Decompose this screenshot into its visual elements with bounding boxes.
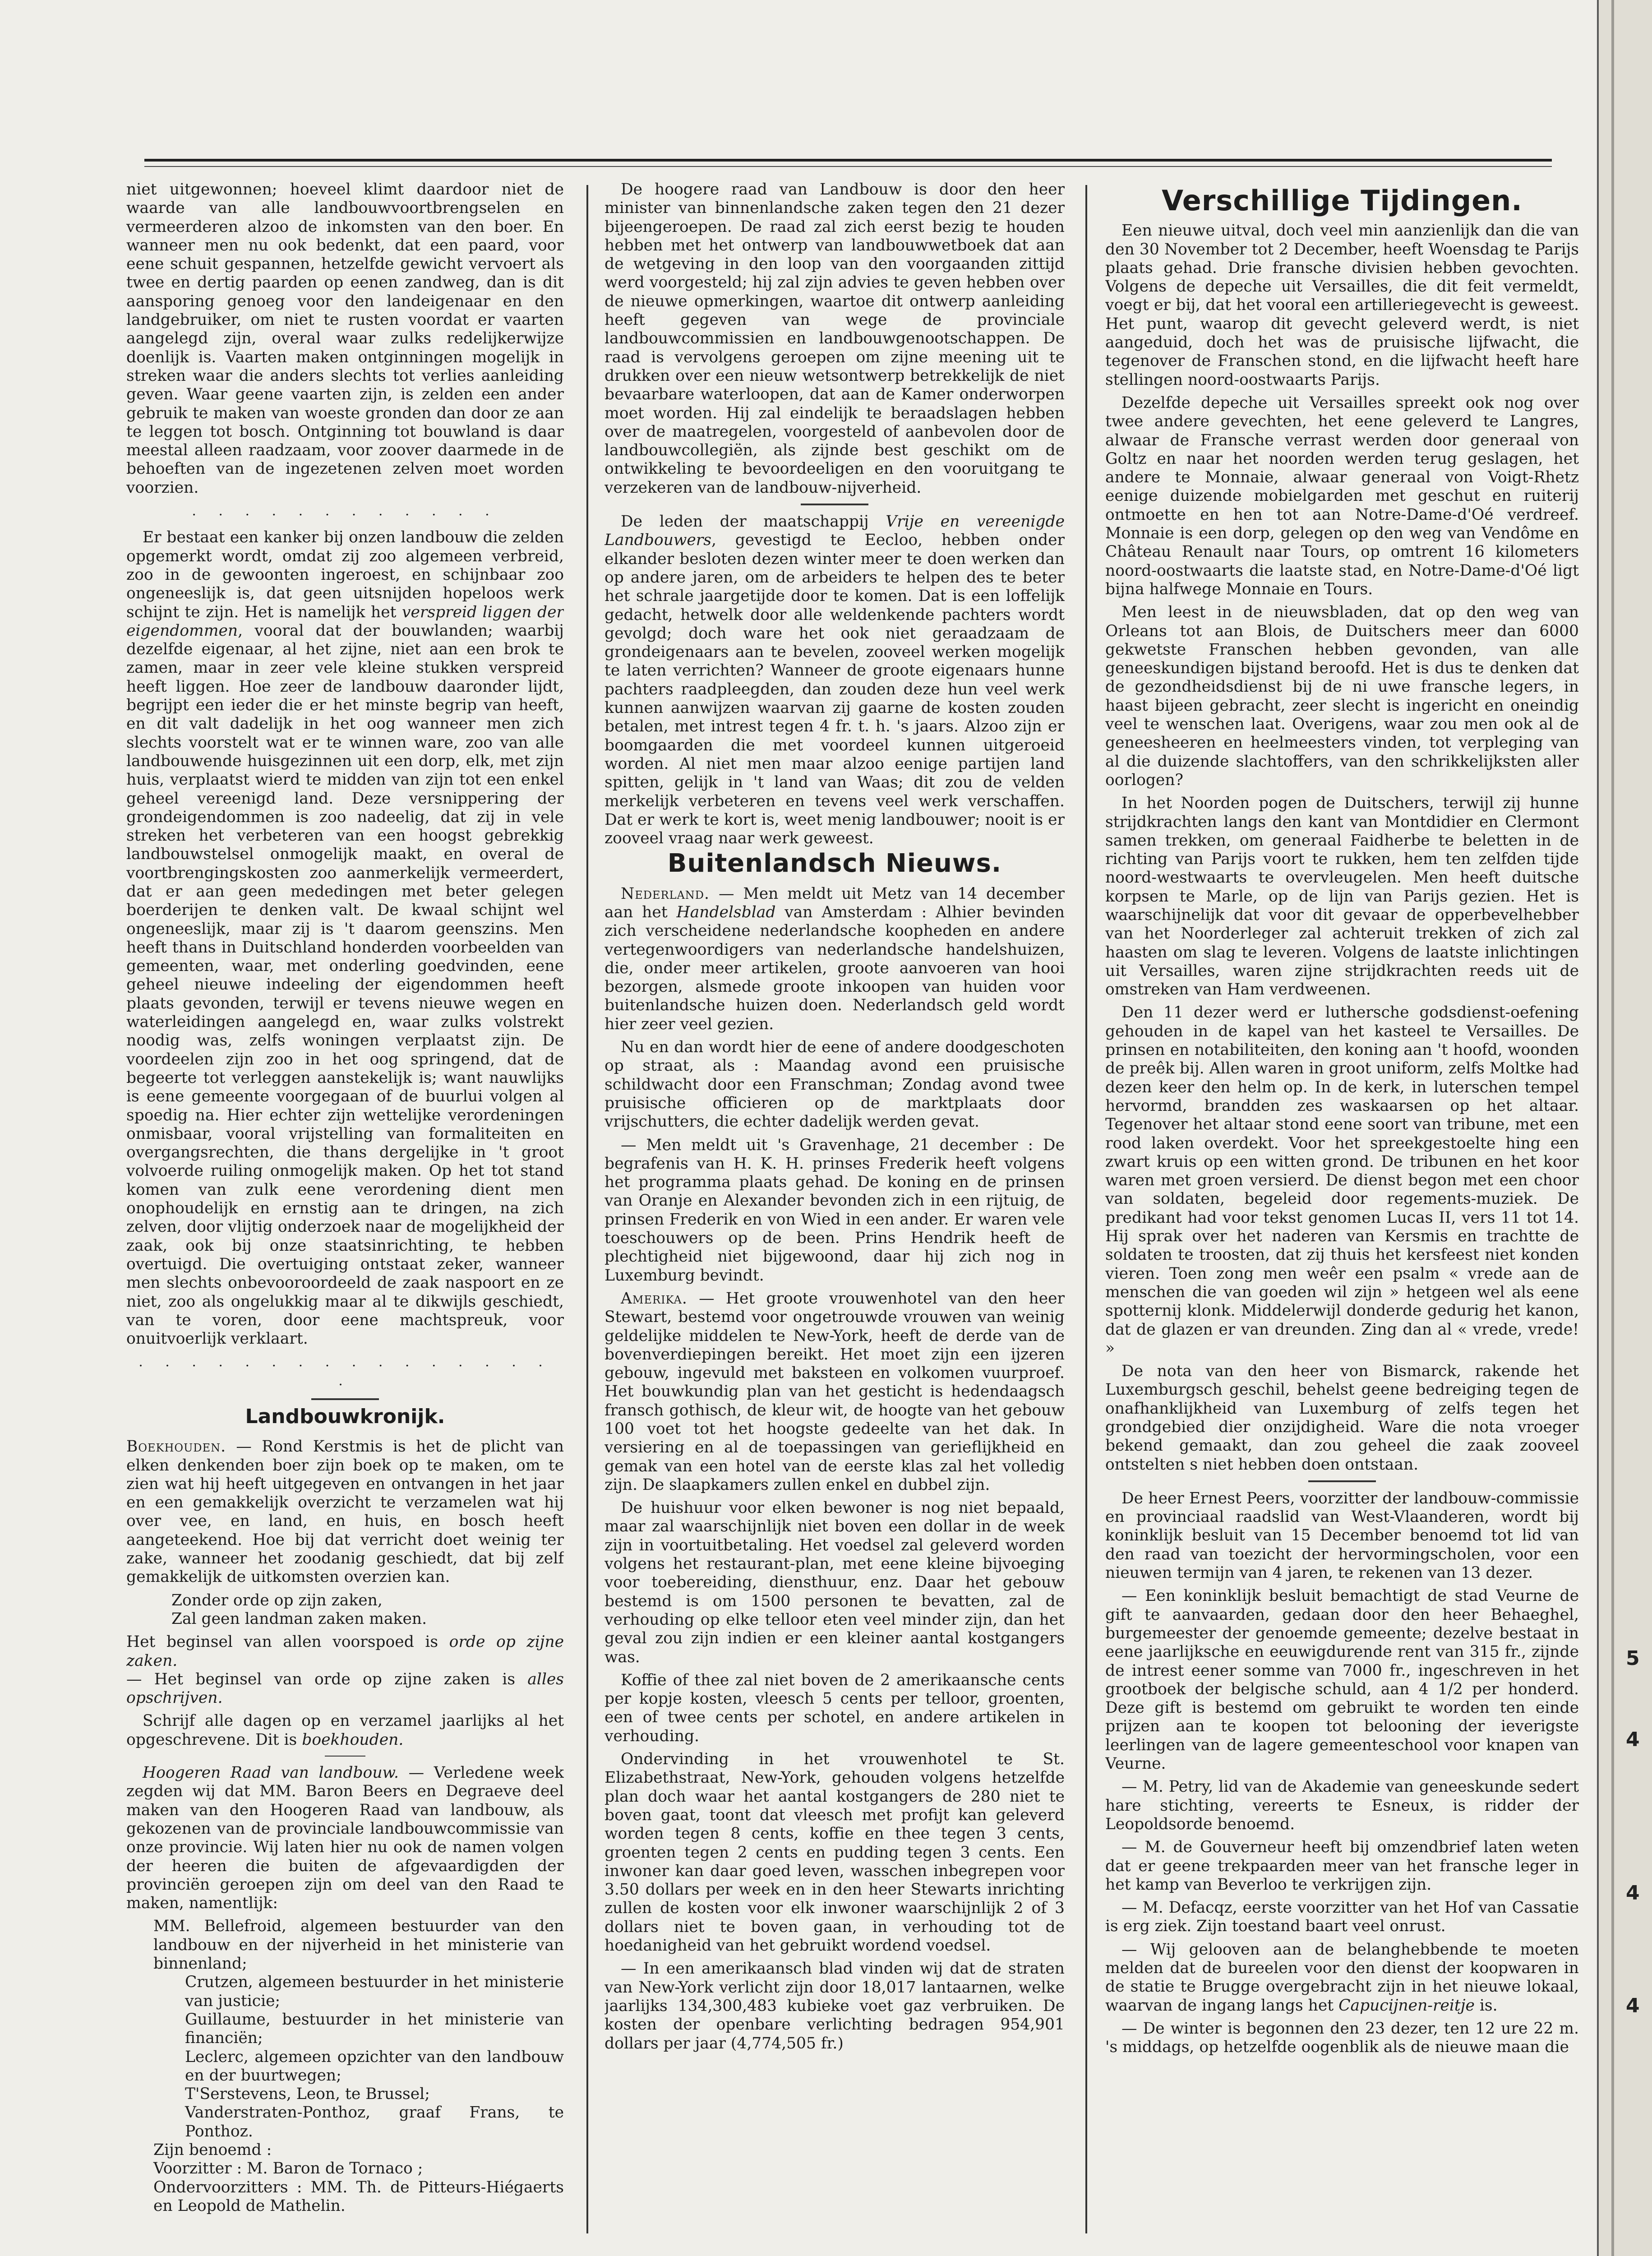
article-paragraph: — In een amerikaansch blad vinden wij dat de straten van New-York verlicht zijn door 18,017 lantaarnen, welke jaarlijks 134,300,483 kubieke voet gaz verbruiken. De kosten der openbare verlichting bedragen 954,901 dollars per jaar (4,774,505 fr.) (605, 1960, 1065, 2053)
article-paragraph: — M. Petry, lid van de Akademie van geneeskunde sedert hare stichting, vereerts te Esneux, is ridder der Leopoldsorde benoemd. (1105, 1778, 1579, 1833)
next-page-edge (1597, 0, 1652, 2256)
verse-line: Zonder orde op zijn zaken, (171, 1591, 383, 1609)
column-3 (1105, 180, 1579, 2256)
article-paragraph: Den 11 dezer werd er luthersche godsdienst-oefening gehouden in de kapel van het kasteel te Versailles. De prinsen en notabiliteiten, den koning aan 't hoofd, woonden de preêk bij. Allen waren in groot uniform, zelfs Moltke had dezen keer den helm op. In de kerk, in luterschen tempel hervormd, brandden zes waskaarsen op het altaar. Tegenover het altaar stond eene soort van tribune, met een rood laken overdekt. Voor het spreekgestoelte hing een zwart kruis op een witten grond. De tribunen en het koor waren met groen versierd. De dienst begon met een choor van soldaten, begeleid door regements-muziek. De predikant had voor tekst genomen Lucas II, vers 11 tot 14. Hij sprak over het naderen van Kersmis en trachtte de soldaten te troosten, dat zij thuis het kersfeest niet konden vieren. Toen zong men weêr een psalm « vrede aan de menschen die van goeden wil zijn » hetgeen wel als eene spotternij klonk. Middelerwijl donderde gedurig het kanon, dat de glazen er van dreunden. Zing dan al « vrede, vrede! » (1105, 1003, 1579, 1357)
article-paragraph: De huishuur voor elken bewoner is nog niet bepaald, maar zal waarschijnlijk niet boven een dollar in de week zijn in voortuitbetaling. Het voedsel zal geleverd worden volgens het restaurant-plan, met eene kleine bijvoeging voor toebereiding, diensthuur, enz. Daar het gebouw bestemd is om 1500 personen te bevatten, zal de verhouding op elke telloor eten veel minder zijn, dan het geval zou zijn indien er een kleiner aantal kostgangers was. (605, 1499, 1065, 1666)
article-paragraph: Koffie of thee zal niet boven de 2 amerikaansche cents per kopje kosten, vleesch 5 cents per telloor, groenten, een of twee cents per schotel, en andere artikelen in verhouding. (605, 1671, 1065, 1745)
section-heading-buitenlandsch-nieuws: Buitenlandsch Nieuws. (667, 849, 1002, 878)
dot-separator: . . . . . . . . . . . . (192, 503, 498, 519)
article-paragraph: In het Noorden pogen de Duitschers, terwijl zij hunne strijdkrachten langs den kant van Montdidier en Clermont samen trekken, om generaal Faidherbe te beletten in de richting van Parijs voort te rukken, hem ten zelfden tijde noord-westwaarts te overvleugelen. Men heeft duitsche korpsen te Marle, op de lijn van Parijs gezien. Het is waarschijnelijk dat voor dit gevaar de opperbevelhebber van het Noorderleger zal achteruit trekken of zich zal haasten om slag te leveren. Volgens de laatste inlichtingen uit Versailles, waren zijne strijdkrachten reeds uit de omstreken van Ham verdweenen. (1105, 794, 1579, 999)
article-paragraph: Schrijf alle dagen op en verzamel jaarlijks al het opgeschrevene. Dit is boekhouden. (126, 1712, 564, 1749)
member-line: Zijn benoemd : (153, 2140, 272, 2159)
article-paragraph: — Het beginsel van orde op zijne zaken is alles opschrijven. (126, 1670, 564, 1707)
article-paragraph: Het beginsel van allen voorspoed is orde op zijne zaken. (126, 1633, 564, 1670)
member-line: T'Serstevens, Leon, te Brussel; (185, 2085, 430, 2103)
section-heading-verschillige-tijdingen: Verschillige Tijdingen. (1162, 184, 1523, 217)
edge-digit: 4 (1626, 1882, 1640, 1905)
verse-line: Zal geen landman zaken maken. (171, 1609, 427, 1628)
article-paragraph: — Een koninklijk besluit bemachtigt de stad Veurne de gift te aanvaarden, gedaan door den heer Behaeghel, burgemeester der genoemde gemeente; dezelve bestaat in eene jaarlijksche en eeuwigdurende rent van 315 fr., zijnde de intrest eener somme van 7000 fr., ingeschreven in het grootboek der belgische schuld, aan 4 1/2 per honderd. Deze gift is bestemd om gebruikt te worden ten einde prijzen aan te koopen tot belooning der ieverigste leerlingen van de lagere gemeenteschool voor knapen van Veurne. (1105, 1587, 1579, 1773)
dot-separator: . . . . . . . . . . . . . . . . . (138, 1354, 552, 1389)
article-paragraph: — Wij gelooven aan de belanghebbende te moeten melden dat de bureelen voor den dienst der koopwaren in de statie te Brugge overgebracht zijn in het nieuwe lokaal, waarvan de ingang langs het Capucijnen-reitje is. (1105, 1940, 1579, 2015)
article-paragraph: Hoogeren Raad van landbouw. — Verledene week zegden wij dat MM. Baron Beers en Degraeve deel maken van den Hoogeren Raad van landbouw, als gekozenen van de provinciale landbouwcommissie van onze provincie. Wij laten hier nu ook de namen volgen der heeren die buiten de afgevaardigden der provinciën geroepen zijn om deel van den Raad te maken, namentlijk: (126, 1764, 564, 1913)
page-fold-strip (1611, 0, 1614, 2256)
article-paragraph: Nu en dan wordt hier de eene of andere doodgeschoten op straat, als : Maandag avond een pruisische schildwacht door een Franschman; Zondag avond twee pruisische officieren op de marktplaats door vrijschutters, die echter dadelijk werden gevat. (605, 1038, 1065, 1131)
article-paragraph: Dezelfde depeche uit Versailles spreekt ook nog over twee andere gevechten, het eene geleverd te Langres, alwaar de Fransche verrast werden door generaal von Goltz en naar het noorden werden terug geslagen, het andere te Monnaie, alwaar generaal von Voigt-Rhetz eenige duizende mobielgarden met geschut en ruiterij ontmoette en hen tot aan Notre-Dame-d'Oé verdreef. Monnaie is een dorp, gelegen op den weg van Vendôme en Château Renault naar Tours, op omtrent 16 kilometers noord-oostwaarts die laatste stad, en Notre-Dame-d'Oé ligt bijna halfwege Monnaie en Tours. (1105, 393, 1579, 598)
member-line: Vanderstraten-Ponthoz, graaf Frans, te Ponthoz. (185, 2103, 564, 2140)
edge-digit: 5 (1626, 1647, 1640, 1670)
member-line: Crutzen, algemeen bestuurder in het ministerie van justicie; (185, 1973, 564, 2010)
member-line: MM. Bellefroid, algemeen bestuurder van den landbouw en der nijverheid in het ministerie van binnenland; (153, 1917, 564, 1973)
article-paragraph: De leden der maatschappij Vrije en vereenigde Landbouwers, gevestigd te Eecloo, hebben onder elkander besloten dezen winter meer te doen werken dan op andere jaren, om de arbeiders te helpen des te beter het schrale jaargetijde door te komen. Dat is een loffelijk gedacht, hetwelk door alle weldenkende pachters wordt gevolgd; doch ware het ook niet geraadzaam de grondeigenaars aan te bevelen, zooveel werken mogelijk te laten verrichten? Wanneer de groote eigenaars hunne pachters raadpleegden, dan zouden deze hun veel werk kunnen aanwijzen waarvan zij gaarne de kosten zouden betalen, met intrest tegen 4 fr. t. h. 's jaars. Alzoo zijn er boomgaarden die met voordeel kunnen uitgeroeid worden. Al niet men maar alzoo eenige partijen land spitten, gelijk in 't land van Waas; dit zou de velden merkelijk verbeteren en tevens veel werk verschaffen. Dat er werk te kort is, weet menig landbouwer; nooit is er zooveel vraag naar werk geweest. (605, 513, 1065, 848)
member-line: Voorzitter : M. Baron de Tornaco ; (153, 2159, 423, 2178)
article-paragraph: niet uitgewonnen; hoeveel klimt daardoor niet de waarde van alle landbouwvoortbrengselen en vermeerderen alzoo de inkomsten van den boer. En wanneer men nu ook bedenkt, dat een paard, voor eene schuit gespannen, hetzelfde gewicht vervoert als twee en dertig paarden op eenen zandweg, dan is dit aansporing genoeg voor den landeigenaar en den landgebruiker, om niet te rusten voordat er vaarten aangelegd zijn, overal waar zulks redelijkerwijze doenlijk is. Vaarten maken ontginningen mogelijk in streken waar die anders slechts tot verlies aanleiding geven. Waar geene vaarten zijn, is zelden een ander gebruik te maken van woeste gronden dan door ze aan te leggen tot bosch. Ontginning tot bouwland is daar meestal alleen raadzaam, voor zoover daarmede in de behoeften van de ingezetenen zelven moet worden voorzien. (126, 180, 564, 497)
article-paragraph: Nederland. — Men meldt uit Metz van 14 december aan het Handelsblad van Amsterdam : Alhier bevinden zich verscheidene nederlandsche koopheden en andere vertegenwoordigers van nederlandsche handelshuizen, die, onder meer artikelen, groote aanvoeren van hooi bezorgen, alsmede groote inkoopen van huiden voor buitenlandsche huizen doen. Nederlandsch geld wordt hier zeer veel gezien. (605, 884, 1065, 1033)
top-rule (144, 159, 1552, 167)
ornament-rule (801, 504, 868, 505)
member-line: Leclerc, algemeen opzichter van den landbouw en der buurtwegen; (185, 2048, 564, 2085)
article-paragraph: Een nieuwe uitval, doch veel min aanzienlijk dan die van den 30 November tot 2 December, heeft Woensdag te Parijs plaats gehad. Drie fransche divisien hebben gevochten. Volgens de depeche uit Versailles, die dit feit vermeldt, voegt er bij, dat het vooral een artilleriegevecht is geweest. Het punt, waarop dit gevecht geleverd werdt, is niet aangeduid, doch het was de pruisische lijfwacht, die tegenover de Franschen stond, en die lijfwacht heeft hare stellingen noord-oostwaarts Parijs. (1105, 222, 1579, 389)
column-divider (1085, 185, 1087, 2233)
article-paragraph: Amerika. — Het groote vrouwenhotel van den heer Stewart, bestemd voor ongetrouwde vrouwen van weinig geldelijke middelen te New-York, heeft de derde van de bovenverdiepingen bereikt. Het moet zijn een ijzeren gebouw, ingevuld met baksteen en volkomen vuurproef. Het bouwkundig plan van het gesticht is hedendaagsch fransch gothisch, de kleur wit, de hoogte van het gebouw 100 voet tot het hoogste gedeelte van het dak. In versiering en al de toepassingen van gerieflijkheid en gemak van een hotel van de eerste klas zal het volledig zijn. De slaapkamers zullen enkel en dubbel zijn. (605, 1289, 1065, 1494)
column-divider (586, 185, 588, 2233)
column-2 (605, 180, 1065, 2256)
article-paragraph: — M. Defacqz, eerste voorzitter van het Hof van Cassatie is erg ziek. Zijn toestand baart veel onrust. (1105, 1899, 1579, 1936)
article-paragraph: Men leest in de nieuwsbladen, dat op den weg van Orleans tot aan Blois, de Duitschers meer dan 6000 gekwetste Franschen hebben gevonden, van alle geneeskundigen bijstand beroofd. Het is dus te denken dat de gezondheidsdienst bij de ni uwe fransche legers, in haast bijeen gebracht, zeer slecht is ingericht en oneindig veel te wenschen laat. Overigens, waar zou men ook al de geneesheeren en heelmeesters vinden, tot verpleging van al die duizende slachtoffers, van den schrikkelijksten aller oorlogen? (1105, 603, 1579, 789)
article-paragraph: Er bestaat een kanker bij onzen landbouw die zelden opgemerkt wordt, omdat zij zoo algemeen verbreid, zoo in de gewoonten ingeroest, en schijnbaar zoo ongeneeslijk is, dat geen uitsnijden hopeloos werk schijnt te zijn. Het is namelijk het verspreid liggen der eigendommen, vooral dat der bouwlanden; waarbij dezelfde eigenaar, al het zijne, niet aan een brok te zamen, maar in zeer vele kleine stukken verspreid heeft liggen. Hoe zeer de landbouw daaronder lijdt, begrijpt een ieder die er het minste begrip van heeft, en dit valt dadelijk in het oog wanneer men zich slechts voorstelt wat er te winnen ware, zoo van alle landbouwende huisgezinnen uit een dorp, elk, met zijn huis, verplaatst wierd te midden van zijn tot een enkel geheel vereenigd land. Deze versnippering der grondeigendommen is zoo nadeelig, dat zij in vele streken het verbeteren van een hoogst gebrekkig landbouwstelsel onmogelijk maakt, en overal de voortbrengingskosten zoo aanmerkelijk vermeerdert, dat er aan geen mededingen met beter gelegen boerderijen te denken valt. De kwaal schijnt wel ongeneeslijk, maar zij is 't daarom geenszins. Men heeft thans in Duitschland honderden voorbeelden van gemeenten, waar, met onderling goedvinden, eene geheel nieuwe indeeling der eigendommen heeft plaats gevonden, terwijl er tevens nieuwe wegen en waterleidingen aangelegd en, waar zulks volstrekt noodig was, zelfs woningen verplaatst zijn. De voordeelen zijn zoo in het oog springend, dat de begeerte tot verleggen aanstekelijk is; want nauwlijks is eene gemeente voorgegaan of de buurlui volgen al spoedig na. Hier echter zijn wettelijke verordeningen onmisbaar, vooral vrijstelling van formaliteiten en overgangsrechten, die thans dergelijke in 't groot volvoerde ruiling onmogelijk maken. Op het tot stand komen van zulk eene verordening dient men onophoudelijk en ernstig aan te dringen, na zich zelven, door vlijtig onderzoek naar de mogelijkheid der zaak, ook bij onze staatsinrichting, te hebben overtuigd. Die overtuiging ontstaat zeker, wanneer men slechts onbevooroordeeld de zaak naspoort en ze niet, zoo als ongelukkig maar al te dikwijls geschiedt, van te voren, door eene machtspreuk, voor onuitvoerlijk verklaart. (126, 528, 564, 1348)
member-line: Ondervoorzitters : MM. Th. de Pitteurs-Hiégaerts en Leopold de Mathelin. (153, 2178, 564, 2215)
article-paragraph: — De winter is begonnen den 23 dezer, ten 12 ure 22 m. 's middags, op hetzelfde oogenblik als de nieuwe maan die (1105, 2019, 1579, 2057)
article-paragraph: De nota van den heer von Bismarck, rakende het Luxemburgsch geschil, behelst geene bedreiging tegen de onafhanklijkheid van Luxemburg of zelfs tegen het grondgebied dier onzijdigheid. Ware die nota vroeger bekend gemaakt, dan zou geheel die zaak zooveel ontstelten s niet hebben doen ontstaan. (1105, 1362, 1579, 1474)
section-heading-landbouwkronijk: Landbouwkronijk. (245, 1405, 445, 1428)
article-paragraph: — Men meldt uit 's Gravenhage, 21 december : De begrafenis van H. K. H. prinses Frederik heeft volgens het programma plaats gehad. De koning en de prinsen van Oranje en Alexander bevonden zich in een rijtuig, de prinsen Frederik en von Wied in een ander. Er waren vele toeschouwers op de been. Prins Hendrik heeft de plechtigheid niet bijgewoond, daar hij zich nog in Luxemburg bevindt. (605, 1136, 1065, 1285)
article-paragraph: Boekhouden. — Rond Kerstmis is het de plicht van elken denkenden boer zijn boek op te maken, om te zien wat hij heeft uitgegeven en ontvangen in het jaar en een gemakkelijk overzicht te verzamelen wat hij over vee, en land, en huis, en bosch heeft aangeteekend. Hoe bij dat verricht doet weinig ter zake, wanneer het zoodanig geschiedt, dat bij zelf gemakkelijk de uitkomsten overzien kan. (126, 1438, 564, 1586)
ornament-rule (1308, 1480, 1376, 1482)
article-paragraph: De heer Ernest Peers, voorzitter der landbouw-commissie en provinciaal raadslid van West-Vlaanderen, wordt bij koninklijk besluit van 15 December benoemd tot lid van den raad van toezicht der hervormingscholen, voor een nieuwen termijn van 4 jaren, te rekenen van 13 dezer. (1105, 1489, 1579, 1582)
edge-digit: 4 (1626, 1994, 1640, 2017)
article-paragraph: De hoogere raad van Landbouw is door den heer minister van binnenlandsche zaken tegen den 21 dezer bijeengeroepen. De raad zal zich eerst bezig te houden hebben met het ontwerp van landbouwwetboek dat aan de wetgeving in den loop van den voorgaanden zittijd werd voorgesteld; hij zal zijn advies te geven hebben over de nieuwe opmerkingen, waartoe dit ontwerp aanleiding heeft gegeven van wege de provinciale landbouwcommissien en landbouwgenootschappen. De raad is vervolgens geroepen om zijne meening uit te drukken over een nieuw wetsontwerp betrekkelijk de niet bevaarbare waterloopen, dat aan de Kamer onderworpen moet worden. Hij zal eindelijk te beraadslagen hebben over de maatregelen, voorgesteld of aanbevolen door de landbouwcollegiën, als zijnde best geschikt om de ontwikkeling te bevoordeeligen en den vooruitgang te verzekeren van de landbouw-nijverheid. (605, 180, 1065, 497)
column-1 (126, 180, 564, 2256)
edge-digit: 4 (1626, 1728, 1640, 1751)
article-paragraph: Ondervinding in het vrouwenhotel te St. Elizabethstraat, New-York, gehouden volgens hetzelfde plan doch waar het aantal kostgangers de 280 niet te boven gaat, toont dat vleesch met profijt kan geleverd worden tegen 8 cents, koffie en thee tegen 3 cents, groenten tegen 2 cents en pudding tegen 3 cents. Een inwoner kan daar goed leven, wasschen inbegrepen voor 3.50 dollars per week en in den heer Stewarts inrichting zullen de kosten voor elk inwoner waarschijnlijk 2 of 3 dollars niet te boven gaan, in verhouding tot de hoedanigheid van het gebruikt wordend voedsel. (605, 1750, 1065, 1955)
ornament-rule (311, 1398, 379, 1400)
short-rule (325, 1756, 365, 1757)
member-line: Guillaume, bestuurder in het ministerie van financiën; (185, 2010, 564, 2048)
article-paragraph: — M. de Gouverneur heeft bij omzendbrief laten weten dat er geene trekpaarden meer van het fransche leger in het kamp van Beverloo te verkrijgen zijn. (1105, 1838, 1579, 1894)
